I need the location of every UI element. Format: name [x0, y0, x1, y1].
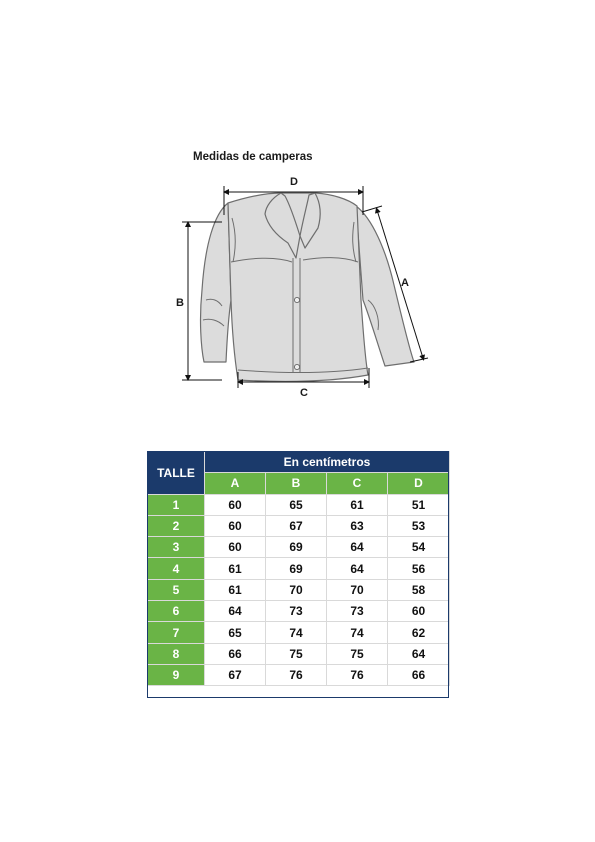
size-rows: [148, 494, 450, 686]
size-cell: 6: [148, 601, 205, 622]
measurement-cell: 66: [388, 664, 450, 685]
measurement-cell: 69: [266, 537, 327, 558]
size-cell: 2: [148, 515, 205, 536]
measurement-cell: 69: [266, 558, 327, 579]
talle-header: TALLE: [148, 452, 205, 495]
measurement-cell: 66: [205, 643, 266, 664]
measurement-cell: 63: [327, 515, 388, 536]
measurement-cell: 56: [388, 558, 450, 579]
measurement-cell: 61: [327, 494, 388, 515]
measurement-cell: 64: [327, 558, 388, 579]
measurement-cell: 65: [266, 494, 327, 515]
measurement-cell: 62: [388, 622, 450, 643]
measurement-cell: 70: [266, 579, 327, 600]
label-a: A: [401, 277, 409, 289]
measurement-cell: 73: [327, 601, 388, 622]
measurement-cell: 60: [205, 537, 266, 558]
column-header-d: D: [388, 473, 450, 494]
size-cell: 8: [148, 643, 205, 664]
label-b: B: [176, 297, 184, 309]
measurement-cell: 60: [388, 601, 450, 622]
measurement-cell: 65: [205, 622, 266, 643]
measurement-cell: 54: [388, 537, 450, 558]
column-header-b: B: [266, 473, 327, 494]
measurement-cell: 67: [266, 515, 327, 536]
table-row: [148, 494, 450, 515]
table-row: [148, 622, 450, 643]
size-cell: 1: [148, 494, 205, 515]
measurement-cell: 70: [327, 579, 388, 600]
measurement-cell: 61: [205, 579, 266, 600]
measurement-cell: 74: [266, 622, 327, 643]
measurement-cell: 76: [327, 664, 388, 685]
diagram-title: Medidas de camperas: [193, 151, 313, 163]
table-row: [148, 601, 450, 622]
table-row: [148, 579, 450, 600]
measurement-cell: 64: [388, 643, 450, 664]
measurement-cell: 60: [205, 494, 266, 515]
measurement-cell: 73: [266, 601, 327, 622]
table-row: [148, 537, 450, 558]
label-c: C: [300, 387, 308, 399]
size-cell: 4: [148, 558, 205, 579]
table-row: [148, 643, 450, 664]
measurement-cell: 51: [388, 494, 450, 515]
column-header-c: C: [327, 473, 388, 494]
measurement-cell: 75: [266, 643, 327, 664]
measurement-cell: 64: [205, 601, 266, 622]
size-chart-table: [147, 451, 450, 686]
measurement-cell: 53: [388, 515, 450, 536]
label-d: D: [290, 176, 298, 188]
measurement-cell: 75: [327, 643, 388, 664]
unit-group-header: En centímetros: [205, 452, 450, 473]
size-cell: 9: [148, 664, 205, 685]
table-row: [148, 515, 450, 536]
size-cell: 7: [148, 622, 205, 643]
size-cell: 3: [148, 537, 205, 558]
measurement-cell: 61: [205, 558, 266, 579]
measurement-cell: 74: [327, 622, 388, 643]
table-row: [148, 664, 450, 685]
measurement-cell: 58: [388, 579, 450, 600]
measurement-cell: 67: [205, 664, 266, 685]
measurement-cell: 64: [327, 537, 388, 558]
size-cell: 5: [148, 579, 205, 600]
measurement-cell: 60: [205, 515, 266, 536]
column-header-a: A: [205, 473, 266, 494]
table-row: [148, 558, 450, 579]
measurement-cell: 76: [266, 664, 327, 685]
